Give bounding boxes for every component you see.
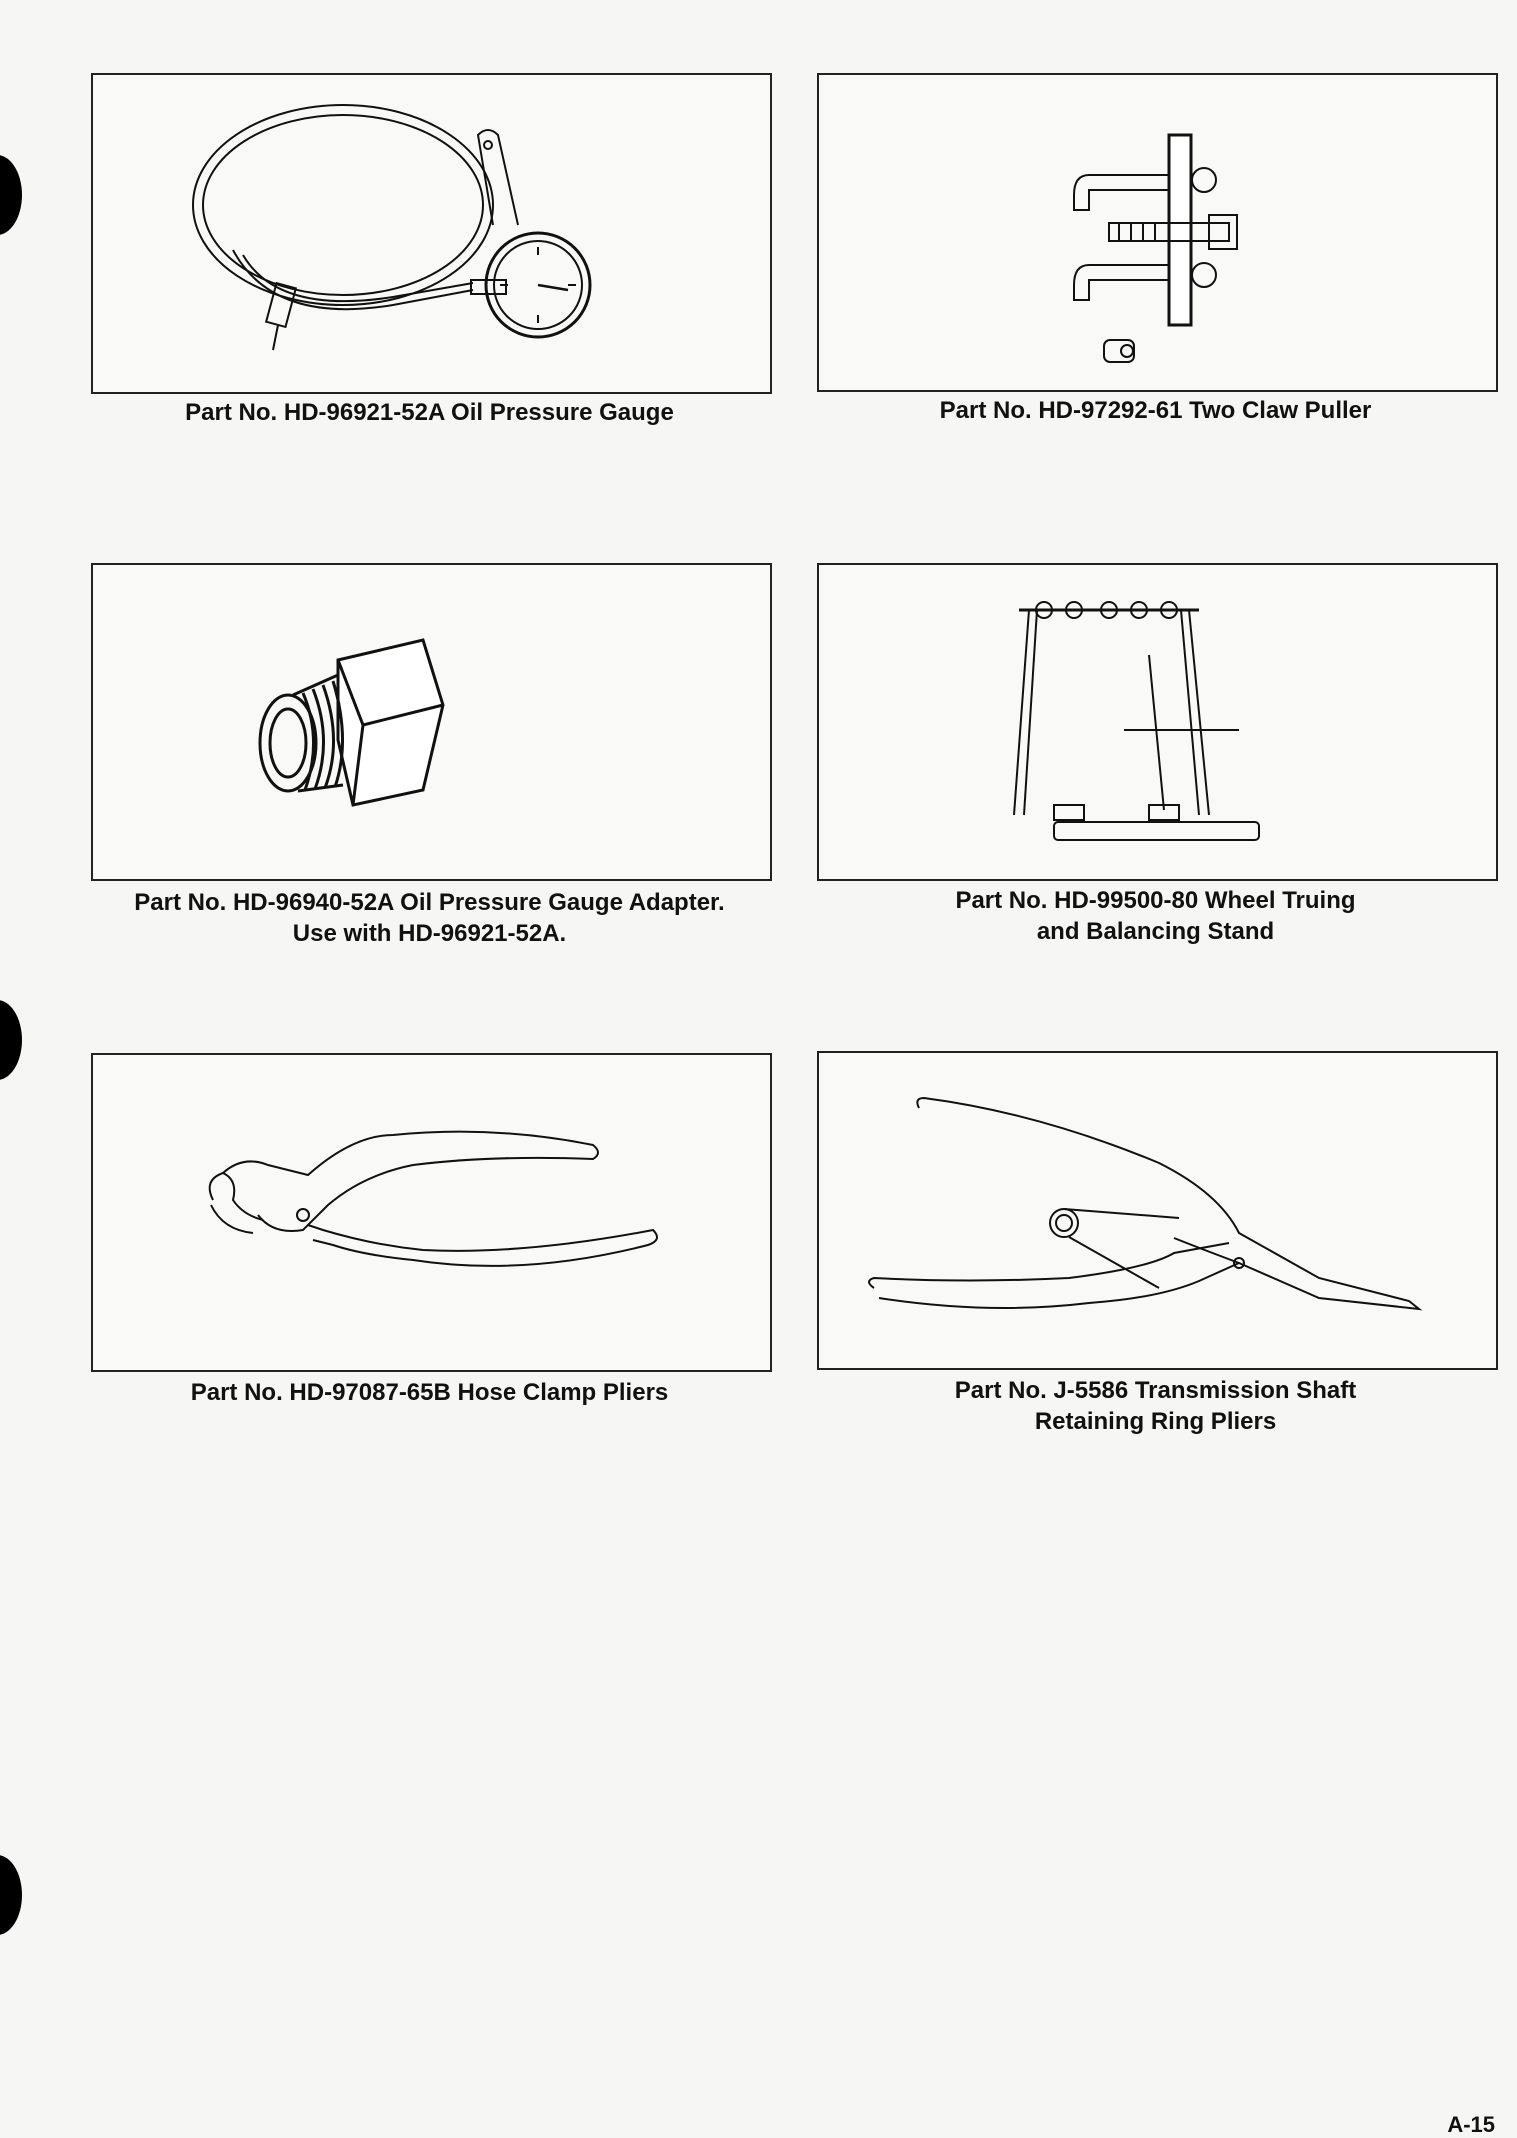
tool-illustration-two-claw-puller: [817, 73, 1498, 392]
tool-illustration-retaining-ring-pliers: [817, 1051, 1498, 1370]
binder-hole-middle: [0, 1000, 22, 1080]
tool-illustration-hose-clamp-pliers: [91, 1053, 772, 1372]
caption-line: Part No. HD-97292-61 Two Claw Puller: [939, 397, 1372, 424]
page-number: A-15: [1447, 2112, 1495, 2137]
caption-line: Part No. HD-96940-52A Oil Pressure Gauge Adapter.: [134, 889, 725, 916]
binder-hole-bottom: [0, 1855, 22, 1935]
tool-caption-oil-pressure-gauge: [91, 397, 768, 428]
tool-illustration-oil-pressure-gauge: [91, 73, 772, 394]
tool-caption-retaining-ring-pliers: [817, 1375, 1494, 1437]
tool-caption-hose-clamp-pliers: [91, 1377, 768, 1408]
tool-illustration-gauge-adapter: [91, 563, 772, 881]
caption-line: and Balancing Stand: [1036, 918, 1275, 945]
caption-line: Part No. HD-97087-65B Hose Clamp Pliers: [190, 1379, 669, 1406]
caption-line: Part No. HD-96921-52A Oil Pressure Gauge: [185, 399, 674, 426]
tool-caption-wheel-truing-stand: [817, 885, 1494, 947]
caption-line: Use with HD-96921-52A.: [292, 920, 567, 947]
caption-line: Part No. J-5586 Transmission Shaft: [954, 1377, 1357, 1404]
tool-caption-two-claw-puller: [817, 395, 1494, 426]
binder-hole-top: [0, 155, 22, 235]
caption-line: Retaining Ring Pliers: [1034, 1408, 1277, 1435]
tool-illustration-wheel-truing-stand: [817, 563, 1498, 881]
tool-caption-gauge-adapter: [91, 887, 768, 949]
caption-line: Part No. HD-99500-80 Wheel Truing: [955, 887, 1356, 914]
